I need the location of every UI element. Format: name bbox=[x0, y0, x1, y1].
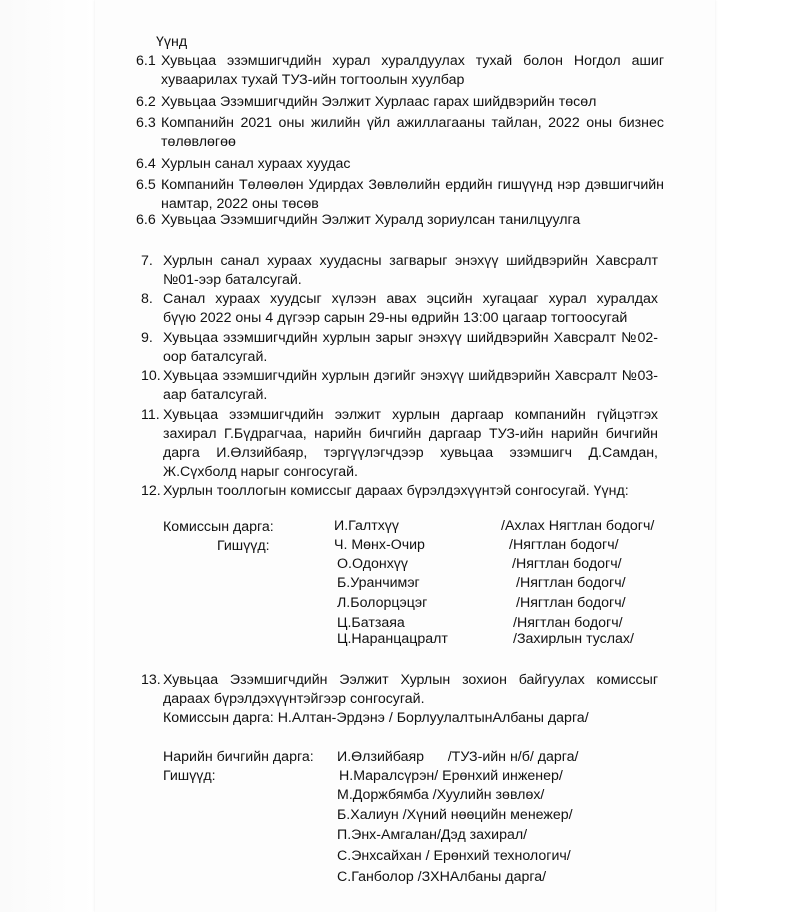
member-role: /Нягтлан бодогч/ bbox=[512, 556, 622, 572]
item-text: Санал хураах хуудсыг хүлээн авах эцсийн хугацааг хурал хуралдах bbox=[163, 291, 658, 307]
member-entry: И.Өлзийбаяр /ТУЗ-ийн н/б/ дарга/ bbox=[337, 749, 579, 765]
subitem-number: 6.3 bbox=[136, 115, 156, 131]
member-entry: М.Доржбямба /Хуулийн зөвлөх/ bbox=[337, 787, 545, 803]
member-name: Ч. Мөнх-Очир bbox=[334, 537, 425, 553]
member-entry: С.Ганболор /ЗХНАлбаны дарга/ bbox=[337, 869, 547, 885]
subitem-text: Компанийн Төлөөлөн Удирдах Зөвлөлийн ердийн гишүүнд нэр дэвшигчийн bbox=[161, 177, 664, 193]
subitem-number: 6.2 bbox=[136, 94, 156, 110]
subitem-number: 6.5 bbox=[136, 177, 156, 193]
item-text: Хурлын санал хураах хуудасны загварыг энэхүү шийдвэрийн Хавсралт bbox=[163, 253, 658, 269]
member-name: Ц.Батзаяа bbox=[337, 615, 405, 631]
member-name: О.Одонхүү bbox=[337, 556, 408, 572]
item-number: 10. bbox=[141, 368, 161, 384]
item-text: Хувьцаа эзэмшигчдийн хурлын зарыг энэхүү шийдвэрийн Хавсралт №02- bbox=[163, 330, 658, 346]
member-entry: Б.Халиун /Хүний нөөцийн менежер/ bbox=[337, 807, 573, 823]
subitem-number: 6.1 bbox=[136, 53, 156, 69]
item-text: №01-ээр баталсугай. bbox=[163, 272, 302, 288]
commission-chair-label: Комиссын дарга: bbox=[163, 519, 274, 535]
intro-text: Үүнд bbox=[156, 34, 188, 50]
item-text: захирал Г.Бүдрагчаа, нарийн бичгийн даргаар ТУЗ-ийн нарийн бичгийн bbox=[163, 426, 658, 442]
item-number: 8. bbox=[141, 291, 153, 307]
subitem-number: 6.6 bbox=[136, 212, 156, 228]
subitem-text: төлөвлөгөө bbox=[161, 134, 236, 150]
item-text: Хурлын тооллогын комиссыг дараах бүрэлдэхүүнтэй сонгосугай. Үүнд: bbox=[163, 483, 629, 499]
item-text: Хувьцаа эзэмшигчдийн хурлын дэгийг энэхүү шийдвэрийн Хавсралт №03- bbox=[163, 368, 658, 384]
secretary-label: Нарийн бичгийн дарга: bbox=[163, 749, 314, 765]
member-role: /Нягтлан бодогч/ bbox=[516, 595, 626, 611]
commission-members-label: Гишүүд: bbox=[163, 768, 216, 784]
item-text: оор баталсугай. bbox=[163, 349, 268, 365]
member-entry: С.Энхсайхан / Ерөнхий технологич/ bbox=[337, 848, 571, 864]
item-number: 11. bbox=[141, 407, 160, 423]
subitem-number: 6.4 bbox=[136, 156, 156, 172]
member-name: Л.Болорцэцэг bbox=[337, 595, 428, 611]
member-role: /Ахлах Нягтлан бодогч/ bbox=[501, 518, 655, 534]
member-role: /Нягтлан бодогч/ bbox=[513, 615, 623, 631]
organizing-commission-chair: Комиссын дарга: Н.Алтан-Эрдэнэ / БорлуулалтынАлбаны дарга/ bbox=[163, 710, 589, 726]
item-text: аар баталсугай. bbox=[163, 387, 268, 403]
subitem-text: Хувьцаа Эзэмшигчдийн Ээлжит Хуралд зориулсан танилцуулга bbox=[161, 212, 581, 228]
member-role: /Нягтлан бодогч/ bbox=[509, 537, 619, 553]
member-name: И.Галтхүү bbox=[334, 518, 399, 534]
member-name: Ц.Наранцацралт bbox=[337, 631, 448, 647]
subitem-text: хуваарилах тухай ТУЗ-ийн тогтоолын хуулбар bbox=[161, 72, 465, 88]
item-text: дарга И.Өлзийбаяр, тэргүүлэгчдээр хувьцаа эзэмшигч Д.Самдан, bbox=[163, 445, 658, 461]
subitem-text: Хувьцаа Эзэмшигчдийн Ээлжит Хурлаас гарах шийдвэрийн төсөл bbox=[161, 94, 597, 110]
item-text: бүүю 2022 оны 4 дүгээр сарын 29-ны өдрийн 13:00 цагаар тогтоосугай bbox=[163, 310, 628, 326]
member-entry: Н.Маралсүрэн/ Ерөнхий инженер/ bbox=[339, 768, 563, 784]
item-number: 7. bbox=[141, 253, 153, 269]
item-number: 13. bbox=[141, 672, 161, 688]
subitem-text: Хувьцаа эзэмшигчдийн хурал хуралдуулах тухай болон Ногдол ашиг bbox=[161, 53, 664, 69]
subitem-text: Хурлын санал хураах хуудас bbox=[161, 156, 351, 172]
item-text: Хувьцаа Эзэмшигчдийн Ээлжит Хурлын зохион байгуулах комиссыг bbox=[163, 672, 658, 688]
item-number: 9. bbox=[141, 330, 153, 346]
member-entry: П.Энх-Амгалан/Дэд захирал/ bbox=[337, 827, 528, 843]
item-text: Ж.Сүхболд нарыг сонгосугай. bbox=[163, 464, 358, 480]
commission-members-label: Гишүүд: bbox=[217, 538, 270, 554]
member-role: /Нягтлан бодогч/ bbox=[516, 575, 626, 591]
item-text: Хувьцаа эзэмшигчдийн ээлжит хурлын даргаар компанийн гүйцэтгэх bbox=[163, 407, 658, 423]
member-role: /Захирлын туслах/ bbox=[513, 631, 634, 647]
member-name: Б.Уранчимэг bbox=[337, 575, 420, 591]
subitem-text: намтар, 2022 оны төсөв bbox=[161, 196, 319, 212]
item-text: дараах бүрэлдэхүүнтэйгээр сонгосугай. bbox=[163, 691, 425, 707]
item-number: 12. bbox=[141, 483, 161, 499]
subitem-text: Компанийн 2021 оны жилийн үйл ажиллагааны тайлан, 2022 оны бизнес bbox=[161, 115, 664, 131]
